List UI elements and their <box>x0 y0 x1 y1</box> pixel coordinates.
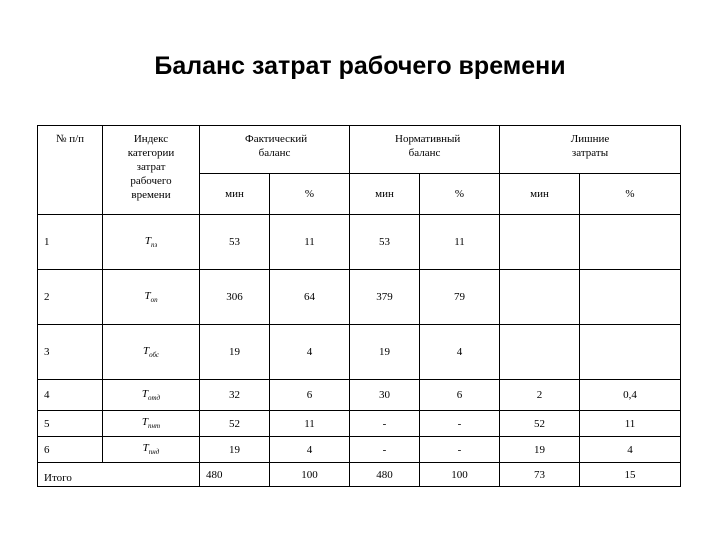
normative-min: - <box>350 411 420 437</box>
actual-pct: 11 <box>270 215 350 270</box>
row-index: $T_{пнт}$ <box>103 411 200 437</box>
row-num: 5 <box>38 411 103 437</box>
header-normative-pct: % <box>420 174 500 215</box>
table-row <box>38 437 681 463</box>
balance-table <box>37 125 681 487</box>
total-actual-min: 480 <box>200 463 270 487</box>
normative-pct: 6 <box>420 380 500 411</box>
total-excess-min: 73 <box>500 463 580 487</box>
actual-min: 19 <box>200 437 270 463</box>
excess-pct <box>580 215 681 270</box>
excess-pct <box>580 325 681 380</box>
header-actual-min: мин <box>200 174 270 215</box>
row-index: $T_{пнд}$ <box>103 437 200 463</box>
table-row <box>38 411 681 437</box>
header-index: Индекс категории затрат рабочего времени <box>103 126 200 215</box>
normative-pct: 4 <box>420 325 500 380</box>
total-row <box>38 463 681 487</box>
header-excess: Лишние затраты <box>500 126 681 174</box>
actual-min: 52 <box>200 411 270 437</box>
total-normative-min: 480 <box>350 463 420 487</box>
row-index: $T_{пз}$ <box>103 215 200 270</box>
actual-pct: 11 <box>270 411 350 437</box>
row-index: $T_{отд}$ <box>103 380 200 411</box>
actual-pct: 6 <box>270 380 350 411</box>
header-normative-min: мин <box>350 174 420 215</box>
row-num: 2 <box>38 270 103 325</box>
total-actual-pct: 100 <box>270 463 350 487</box>
row-num: 4 <box>38 380 103 411</box>
normative-pct: 79 <box>420 270 500 325</box>
normative-min: 30 <box>350 380 420 411</box>
excess-pct <box>580 270 681 325</box>
row-num: 6 <box>38 437 103 463</box>
excess-min <box>500 325 580 380</box>
actual-min: 19 <box>200 325 270 380</box>
table-row <box>38 215 681 270</box>
normative-min: 19 <box>350 325 420 380</box>
actual-min: 53 <box>200 215 270 270</box>
normative-min: 379 <box>350 270 420 325</box>
row-index: $T_{обс}$ <box>103 325 200 380</box>
header-excess-min: мин <box>500 174 580 215</box>
normative-pct: - <box>420 437 500 463</box>
excess-min <box>500 270 580 325</box>
excess-pct: 4 <box>580 437 681 463</box>
actual-pct: 64 <box>270 270 350 325</box>
total-label: Итого <box>38 463 200 487</box>
actual-pct: 4 <box>270 325 350 380</box>
table-row <box>38 270 681 325</box>
excess-min: 2 <box>500 380 580 411</box>
page-title: Баланс затрат рабочего времени <box>154 52 566 80</box>
total-normative-pct: 100 <box>420 463 500 487</box>
excess-min: 52 <box>500 411 580 437</box>
table-row <box>38 325 681 380</box>
header-excess-pct: % <box>580 174 681 215</box>
total-excess-pct: 15 <box>580 463 681 487</box>
row-num: 3 <box>38 325 103 380</box>
header-actual-pct: % <box>270 174 350 215</box>
excess-min: 19 <box>500 437 580 463</box>
table-row <box>38 380 681 411</box>
header-normative: Нормативный баланс <box>350 126 500 174</box>
normative-pct: 11 <box>420 215 500 270</box>
row-index: $T_{оп}$ <box>103 270 200 325</box>
excess-pct: 11 <box>580 411 681 437</box>
actual-min: 32 <box>200 380 270 411</box>
excess-pct: 0,4 <box>580 380 681 411</box>
excess-min <box>500 215 580 270</box>
normative-pct: - <box>420 411 500 437</box>
header-actual: Фактический баланс <box>200 126 350 174</box>
actual-min: 306 <box>200 270 270 325</box>
actual-pct: 4 <box>270 437 350 463</box>
normative-min: - <box>350 437 420 463</box>
row-num: 1 <box>38 215 103 270</box>
normative-min: 53 <box>350 215 420 270</box>
header-num: № п/п <box>38 126 103 215</box>
